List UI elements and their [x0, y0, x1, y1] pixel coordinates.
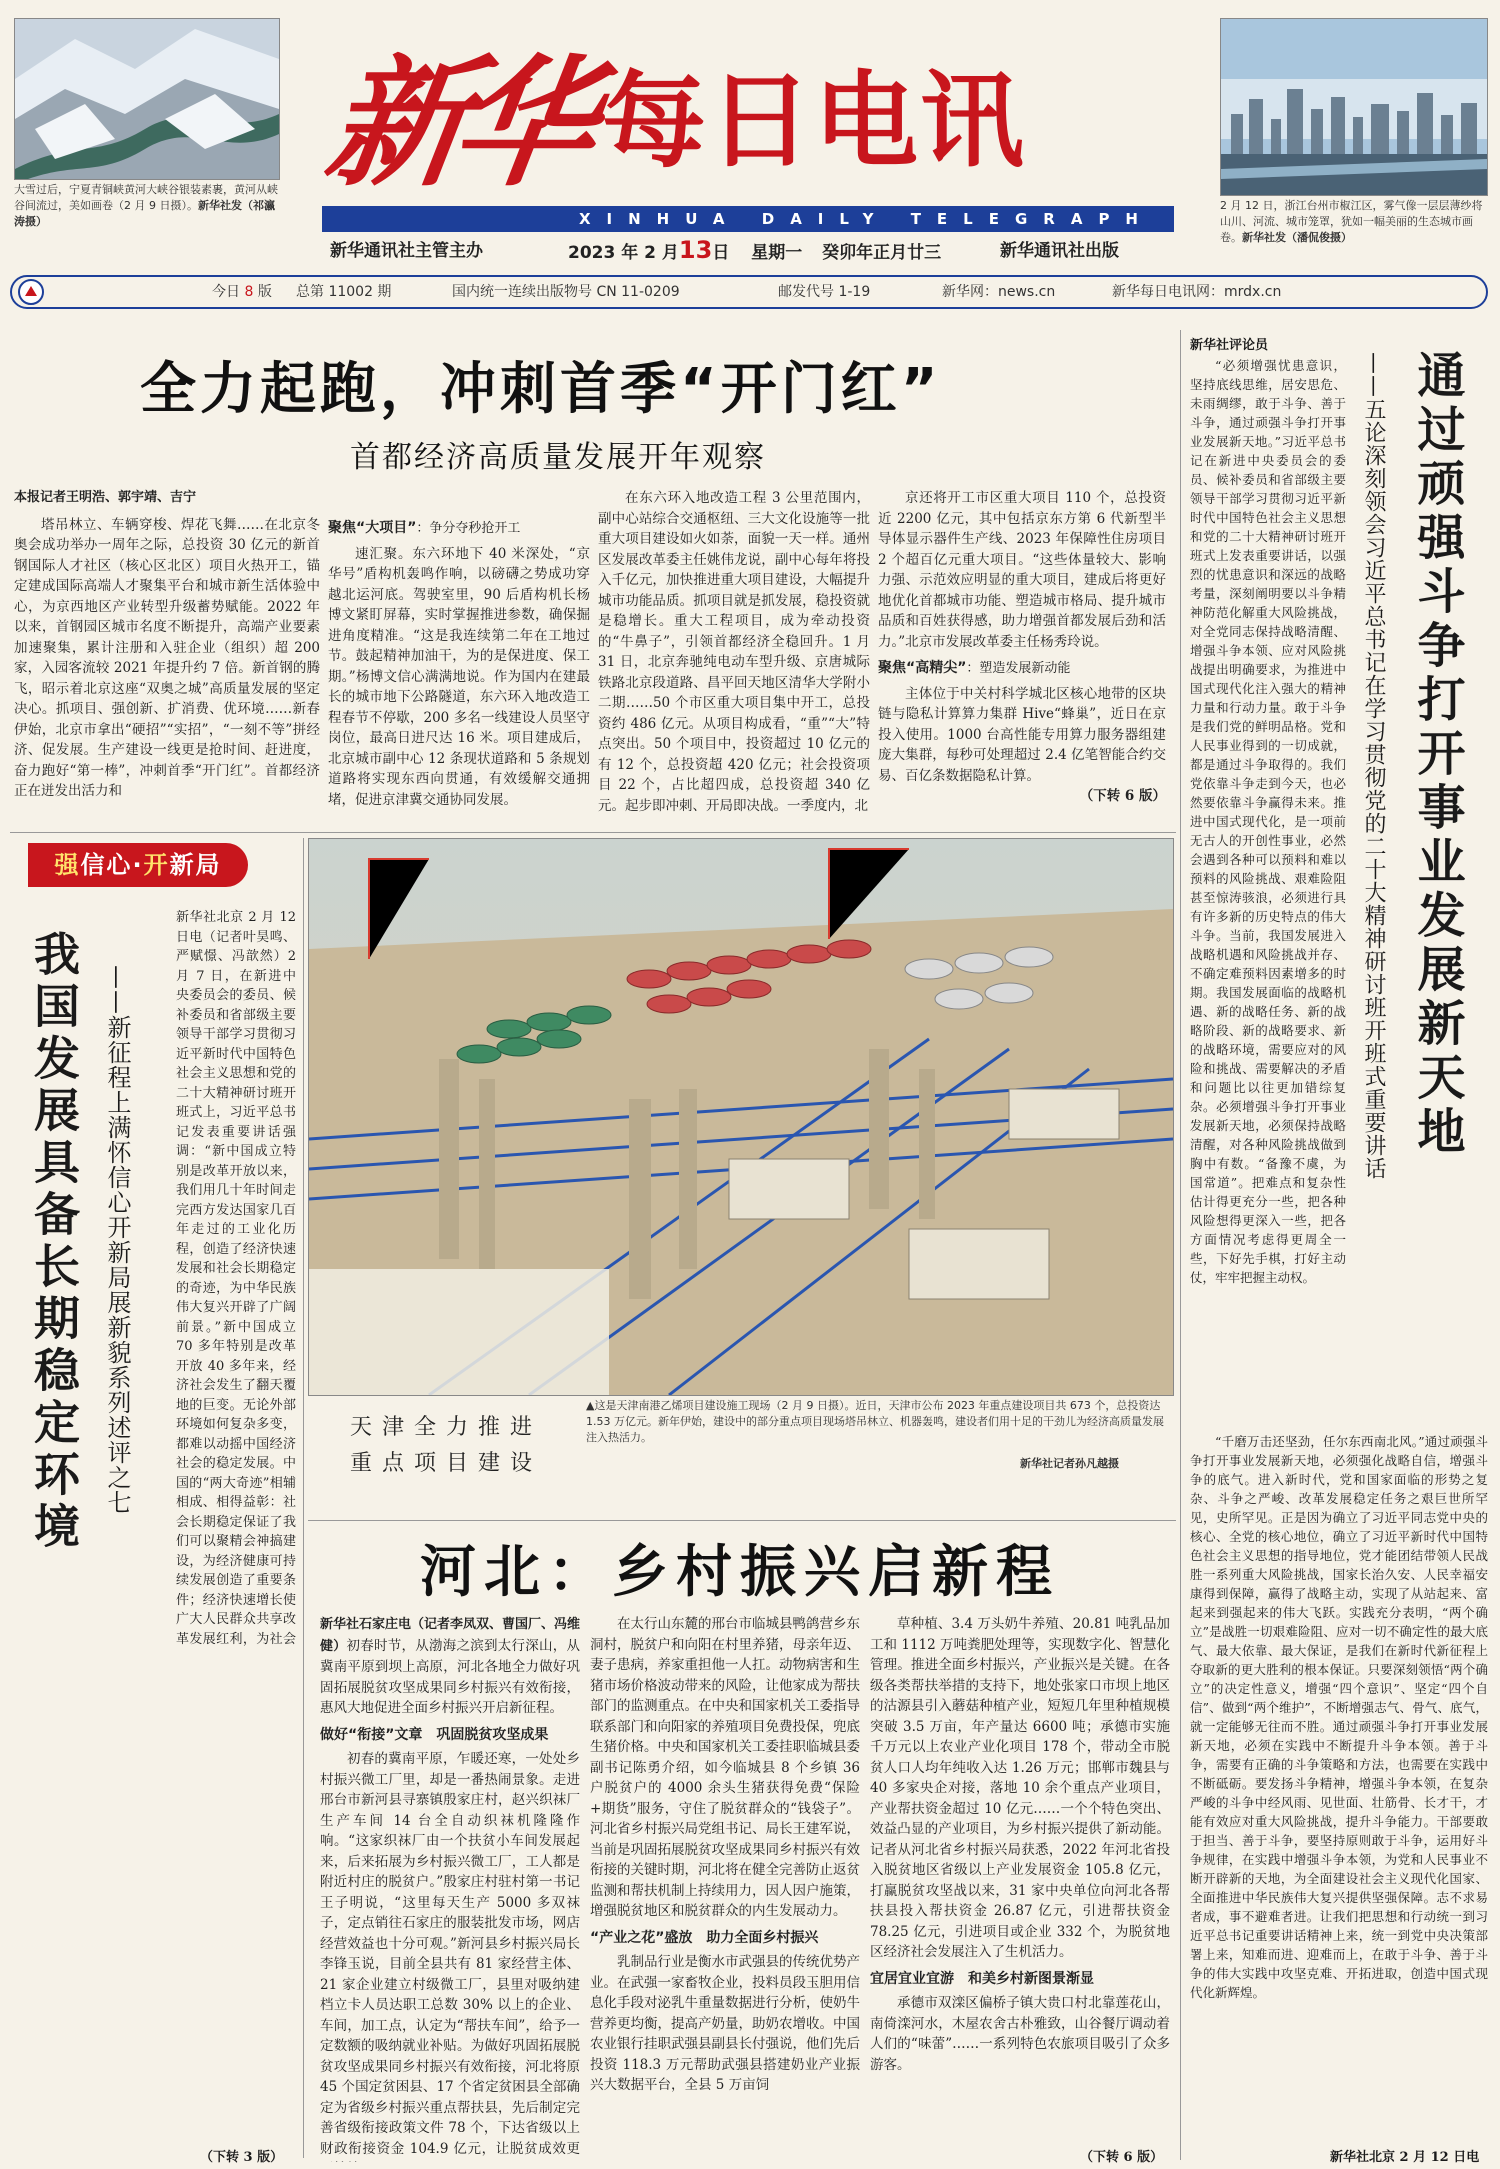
lead-subhead-projects-sub: ：争分夺秒抢开工: [416, 521, 521, 536]
feature-tag-confidence: [28, 843, 248, 887]
tag-text-2: 信心: [80, 851, 133, 879]
tag-dot: ·: [132, 851, 144, 879]
hebei-subhead-2: “产业之花”盛放 助力全面乡村振兴: [590, 1929, 819, 1946]
overlay-line-1: 天津全力推进: [350, 1415, 543, 1440]
tag-text-4: 新局: [169, 851, 222, 879]
lead-column-3: [598, 488, 870, 826]
main-photo-caption: [586, 1398, 1170, 1446]
date-weekday: 星期一: [751, 243, 803, 263]
commentary-lower-text: “千磨万击还坚劲，任尔东西南北风。”通过顽强斗争打开事业发展新天地，必须强化战略自信，增强斗争的底气。进入新时代，党和国家面临的形势之复杂、斗争之严峻、改革发展稳定任务之艰巨世所罕见，史所罕见。正是因为确立了习近平同志党中央的核心、全党的核心地位，确立了习近平新时代中国特色社会主义思想的指导地位，党才能团结带领人民战胜一系列重大风险挑战，国家长治久安、人民幸福安康得到保障，赢得了战略主动，实现了从站起来、富起来到强起来的伟大飞跃。实践充分表明，“两个确立”是战胜一切艰难险阻、应对一切不确定性的最大底气、最大依靠、最大保证，是我们在新时代新征程上夺取新的更大胜利的根本保证。只要深刻领悟“两个确立”的决定性意义，增强“四个意识”、坚定“四个自信”、做到“两个维护”，不断增强志气、骨气、底气，就一定能够无往而不胜。通过顽强斗争打开事业发展新天地，必须在实践中不断提升斗争本领。善于斗争，需要有正确的斗争策略和方法，也需要在实践中不断砥砺。要发扬斗争精神，增强斗争本领，在复杂严峻的斗争中经风雨、见世面、壮筋骨、长才干，才能有效应对重大风险挑战，提升斗争能力。干部要敢于担当、善于斗争，要坚持原则敢于斗争，运用好斗争规律，在实践中增强斗争本领，为党和人民事业不断开辟新的天地，为全面建设社会主义现代化国家、全面推进中华民族伟大复兴提供坚强保障。志不求易者成，事不避难者进。让我们把思想和行动统一到习近平总书记重要讲话精神上来，统一到党中央决策部署上来，知难而进、迎难而上，在敢于斗争、善于斗争的伟大实践中攻坚克难、开拓进取，创造中国式现代化新辉煌。: [1190, 1434, 1488, 2000]
divider-left: [303, 838, 304, 2158]
lead-byline: 本报记者王明浩、郭宇靖、吉宁: [14, 490, 197, 505]
lead-subhead-projects-main: 聚焦“大项目”: [328, 520, 417, 536]
left-photo-credit: 新华社发（祁瀛涛摄）: [14, 199, 275, 228]
cn-number: 国内统一连续出版物号 CN 11-0209: [452, 284, 680, 300]
today-label: 今日: [212, 284, 240, 300]
series-body-text: 新华社北京 2 月 12 日电（记者叶昊鸣、严赋憬、冯歆然）2 月 7 日，在新进中央委员会的委员、候补委员和省部级主要领导干部学习贯彻习近平新时代中国特色社会主义思想和党的二十大精神研讨班开班式上，习近平总书记发表重要讲话强调：“新中国成立特别是改革开放以来，我们用几十年时间走完西方发达国家几百年走过的工业化历程，创造了经济快速发展和社会长期稳定的奇迹，为中华民族伟大复兴开辟了广阔前景。”新中国成立 70 多年特别是改革开放 40 多年来，经济社会发生了翻天覆地的巨变。无论外部环境如何复杂多变，都难以动摇中国经济社会的稳定发展。中国的“两大奇迹”相辅相成、相得益彰：社会长期稳定保证了我们可以聚精会神搞建设，为经济健康可持续发展创造了重要条件；经济快速增长使广大人民群众共享改革发展红利，为社会: [176, 910, 296, 1646]
overlay-line-2: 重点项目建设: [350, 1451, 543, 1476]
commentary-headline: 通过顽强斗争打开事业发展新天地: [1409, 350, 1465, 1160]
site-link-news[interactable]: 新华网：news.cn: [942, 284, 1056, 300]
lead-subhead-hightech: [878, 658, 1166, 680]
issue-info-bar: [10, 275, 1488, 309]
main-photo-credit: 新华社记者孙凡越摄: [1020, 1457, 1119, 1470]
right-photo-credit: 新华社发（潘侃俊摄）: [1242, 231, 1352, 244]
hebei-subhead-3: 宜居宜业宜游 和美乡村新图景渐显: [870, 1970, 1094, 1987]
today-pages-unit: 版: [257, 284, 272, 300]
date-lunar: 癸卯年正月廿三: [822, 243, 942, 263]
date-suffix: 日: [712, 243, 730, 263]
commentary-dateline: 新华社北京 2 月 12 日电: [1330, 2146, 1479, 2165]
hebei-subhead-1: 做好“衔接”文章 巩固脱贫攻坚成果: [320, 1726, 549, 1743]
commentary-upper-text: “必须增强忧患意识，坚持底线思维，居安思危、未雨绸缪，敢于斗争、善于斗争，通过顽强斗争打开事业发展新天地。”习近平总书记在新进中央委员会的委员、候补委员和省部级主要领导干部学习贯彻习近平新时代中国特色社会主义思想和党的二十大精神研讨班开班式上发表重要讲话，以强烈的忧患意识和深远的战略考量，深刻阐明要以斗争精神防范化解重大风险挑战，对全党同志保持战略清醒、增强斗争本领、应对风险挑战提出明确要求，为推进中国式现代化注入强大的精神力量和行动力量。敢于斗争是我们党的鲜明品格。党和人民事业得到的一切成就，都是通过斗争取得的。我们党依靠斗争走到今天，也必然要依靠斗争赢得未来。推进中国式现代化，是一项前无古人的开创性事业，必然会遇到各种可以预料和难以预料的风险挑战、艰难险阻甚至惊涛骇浪，必须进行具有许多新的历史特点的伟大斗争。当前，我国发展进入战略机遇和风险挑战并存、不确定难预料因素增多的时期。我国发展面临的战略机遇、新的战略任务、新的战略阶段、新的战略要求、新的战略环境，需要应对的风险和挑战、需要解决的矛盾和问题比以往更加错综复杂。必须增强斗争打开事业发展新天地，必须保持战略清醒，对各种风险挑战做到胸中有数。“备豫不虞，为国常道”。把难点和复杂性估计得更充分一些，把各种风险想得更深入一些，把各方面情况考虑得更周全一些，下好先手棋，打好主动仗，牢牢把握主动权。: [1190, 358, 1346, 1285]
masthead-date: [568, 236, 941, 264]
hebei-col3b-text: 承德市双滦区偏桥子镇大贵口村北靠莲花山，南倚滦河水，木屋农舍古朴雅致，山谷餐厅调动着人们的“味蕾”……一系列特色农旅项目吸引了众多游客。: [870, 1995, 1170, 2073]
hebei-col2-text: 在太行山东麓的邢台市临城县鸭鸽营乡东洞村，脱贫户和向阳在村里养猪，母亲年迈、妻子患病，养家重担他一人扛。动物病害和生猪市场价格波动带来的风险，让他家成为帮扶部门的监测重点。在中央和国家机关工委指导联系部门和向阳家的养殖项目免费投保，兜底生猪价格。中央和国家机关工委挂职临城县委副书记陈勇介绍，如今临城县 8 个乡镇 36 户脱贫户的 4000 余头生猪获得免费“保险+期货”服务，守住了脱贫群众的“钱袋子”。河北省乡村振兴局党组书记、局长王建军说，当前是巩固拓展脱贫攻坚成果同乡村振兴有效衔接的关键时期，河北将在健全完善防止返贫监测和帮扶机制上持续用力，因人因户施策，增强脱贫地区和脱贫群众的内生发展动力。: [590, 1616, 860, 1919]
main-photo-caption-text: ▲这是天津南港乙烯项目建设施工现场（2 月 9 日摄）。近日，天津市公布 2023 年重点建设项目共 673 个，总投资达 1.53 万亿元。新年伊始，建设中的部分重点项目现场塔吊林立、机器轰鸣，建设者们用十足的干劲儿为经济高质量发展注入热活力。: [586, 1399, 1164, 1444]
commentary-subheadline: ——五论深刻领会习近平总书记在学习贯彻党的二十大精神研讨班开班式重要讲话: [1361, 352, 1386, 1180]
lead-subheadline: 首都经济高质量发展开年观察: [350, 440, 766, 475]
right-photo-caption-text: 2 月 12 日，浙江台州市椒江区，雾气像一层层薄纱将山川、河流、城市笼罩，犹如一幅美丽的生态城市画卷。: [1220, 199, 1483, 244]
lead-subhead-hightech-sub: ：塑造发展新动能: [966, 661, 1071, 676]
masthead-publisher: 新华通讯社出版: [1000, 241, 1119, 261]
series-subheadline: ——新征程上满怀信心开新局展新貌系列述评之七: [103, 965, 131, 1515]
main-photo: [308, 838, 1174, 1396]
divider-right: [1180, 330, 1181, 2160]
masthead-logo: [316, 22, 1027, 206]
commentary-label: 新华社评论员: [1190, 338, 1269, 353]
series-continued: （下转 3 版）: [200, 2146, 283, 2165]
lead-subhead-hightech-main: 聚焦“高精尖”: [878, 660, 967, 676]
right-photo-caption: [1220, 198, 1486, 246]
date-prefix: 2023 年 2 月: [568, 243, 679, 263]
post-code: 邮发代号 1-19: [778, 284, 871, 300]
hebei-continued: （下转 6 版）: [1080, 2150, 1164, 2165]
hebei-column-3: [870, 1614, 1170, 2144]
hebei-column-2: [590, 1614, 860, 2162]
tag-char-1: 强: [54, 851, 81, 879]
snowy-canyon-photo: [15, 19, 279, 179]
commentary-lower: [1190, 1432, 1488, 2138]
masthead-xinhua: 新华: [316, 41, 592, 206]
hebei-column-1: [320, 1614, 580, 2162]
right-masthead-photo: [1220, 18, 1488, 196]
main-photo-overlay-title: [350, 1410, 542, 1482]
commentary-upper: [1190, 356, 1346, 1436]
today-pages: [212, 277, 272, 307]
lead-col3-text: 在东六环入地改造工程 3 公里范围内，副中心站综合交通枢纽、三大文化设施等一批重大项目建设如火如荼，面貌一天一样。通州区发展改革委主任姚伟龙说，副中心每年将投入千亿元，加快推进重大项目建设，大幅提升城市功能品质。抓项目就是抓发展，稳投资就是稳增长。重大工程项目，成为牵动投资的“牛鼻子”，引领首都经济全稳回升。1 月 31 日，北京奔驰纯电动车型升级、京唐城际铁路北京段道路、昌平回天地区清华大学附小二期……50 个市区重大项目集中开工，总投资约 486 亿元。从项目构成看，“重”“大”特点突出。50 个项目中，投资超过 10 亿元的有 12 个，总投资超 420 亿元；社会投资项目 22 个，占比超四成，总投资超 340 亿元。起步即冲刺、开局即决战。一季度内，北: [598, 490, 870, 814]
hebei-headline: 河北：乡村振兴启新程: [420, 1540, 1060, 1605]
lead-col4b-text: 主体位于中关村科学城北区核心地带的区块链与隐私计算算力集群 Hive“蜂巢”，近日在京投入使用。1000 台高性能专用算力服务器组建庞大集群，每秒可处理超过 2.4 亿笔智能合约交易、百亿条数据隐私计算。: [878, 685, 1166, 784]
hebei-col3-text: 草种植、3.4 万头奶牛养殖、20.81 吨乳品加工和 1112 万吨粪肥处理等，实现数字化、智慧化管理。推进全面乡村振兴，产业振兴是关键。在各级各类帮扶举措的支持下，地处张家口市坝上地区的沽源县引入蘑菇种植产业，短短几年里种植规模突破 3.5 万亩，年产量达 6600 吨；承德市实施千万元以上农业产业化项目 178 个，带动全市脱贫人口人均年纯收入达 1.26 万元；邯郸市魏县与 40 多家央企对接，落地 10 余个重点产业项目，产业帮扶资金超过 10 亿元……一个个特色突出、效益凸显的产业项目，为乡村振兴提供了新动能。记者从河北省乡村振兴局获悉，2022 年河北省投入脱贫地区省级以上产业发展资金 105.8 亿元，打赢脱贫攻坚战以来，31 家中央单位向河北各帮扶县投入帮扶资金 26.87 亿元，引进帮扶资金 78.25 亿元，引进项目或企业 332 个，为脱贫地区经济社会发展注入了生机活力。: [870, 1616, 1170, 1960]
lead-continued: （下转 6 版）: [1079, 788, 1166, 804]
xinhua-emblem-icon: [18, 279, 44, 305]
divider-hebei-top: [308, 1520, 1176, 1521]
lead-column-2: [328, 488, 590, 826]
tag-char-3: 开: [143, 851, 170, 879]
masthead-sponsor: 新华通讯社主管主办: [330, 241, 483, 261]
date-day: 13: [678, 236, 713, 264]
lead-headline: 全力起跑，冲刺首季“开门红”: [140, 357, 942, 422]
series-body-lower: [14, 1652, 300, 2162]
masthead-daily-telegraph: 每日电讯: [602, 60, 1027, 182]
hebei-byline: 新华社石家庄电（记者李凤双、曹国厂、冯维健）: [320, 1617, 580, 1654]
tianjin-construction-photo: [309, 839, 1173, 1395]
hebei-col2b-text: 乳制品行业是衡水市武强县的传统优势产业。在武强一家畜牧企业，投料员段玉胆用信息化手段对泌乳牛重量数据进行分析，使奶牛营养更均衡，提高产奶量，助奶农增收。中国农业银行挂职武强县副县长付强说，他们先后投资 118.3 万元帮助武强县搭建奶业产业振兴大数据平台，全县 5 万亩饲: [590, 1954, 860, 2093]
lead-col4-text: 京还将开工市区重大项目 110 个，总投资近 2200 亿元，其中包括京东方第 6 代新型半导体显示器件生产线、2023 年保障性住房项目 2 个超百亿元重大项目。“这些体量较大、影响力强、示范效应明显的重大项目，建成后将更好地优化首都城市功能、塑造城市格局、提升城市品质和百姓获得感，助力增强首都发展后劲和活力。”北京市发展改革委主任杨秀玲说。: [878, 490, 1166, 650]
foggy-city-photo: [1221, 19, 1487, 195]
lead-column-4: [878, 488, 1166, 826]
today-pages-count: 8: [244, 284, 254, 300]
left-photo-caption-text: 大雪过后，宁夏青铜峡黄河大峡谷银装素裹，黄河从峡谷间流过，美如画卷（2 月 9 日摄）。: [14, 183, 278, 212]
site-link-mrdx[interactable]: 新华每日电讯网：mrdx.cn: [1112, 284, 1282, 300]
series-body: [176, 908, 296, 1646]
lead-col2-text: 速汇聚。东六环地下 40 米深处，“京华号”盾构机轰鸣作响，以磅礴之势成功穿越北运河底。驾驶室里，90 后盾构机长杨博文紧盯屏幕，实时掌握推进参数，确保掘进角度精准。“这是我连续第二年在工地过节。鼓起精神加油干，为的是保进度、保工期。”杨博文信心满满地说。作为国内在建最长的城市地下公路隧道，东六环入地改造工程春节不停歇，200 多名一线建设人员坚守岗位，最高日进尺达 16 米。项目建成后，北京城市副中心 12 条现状道路和 5 条规划道路将实现东西向贯通，有效缓解交通拥堵，促进京津冀交通协同发展。: [328, 545, 590, 808]
lead-col1-text: 塔吊林立、车辆穿梭、焊花飞舞……在北京冬奥会成功举办一周年之际，总投资 30 亿元的新首钢国际人才社区（核心区北区）项目火热开工，锚定建成国际高端人才聚集平台和城市新生活体验中心，为京西地区产业转型升级蓄势赋能。2022 年以来，首钢园区城市名度不断提升，高端产业要素加速聚集，累计注册和入驻企业（组织）超 200 家，入园客流较 2021 年提升约 7 倍。新首钢的腾飞，昭示着北京这座“双奥之城”高质量发展的坚定决心。抓项目、强创新、扩消费、优环境……新春伊始，北京市拿出“硬招”“实招”，“一刻不等”拼经济、促发展。生产建设一线更是抢时间、赶进度，奋力跑好“第一棒”，冲刺首季“开门红”。首都经济正在迸发出活力和: [14, 516, 320, 799]
left-photo-caption: [14, 182, 278, 230]
series-headline: 我国发展具备长期稳定环境: [27, 930, 81, 1554]
issue-number: 总第 11002 期: [296, 284, 392, 300]
left-masthead-photo: [14, 18, 280, 180]
lead-subhead-projects: [328, 518, 590, 540]
hebei-col1b-text: 初春的冀南平原，乍暖还寒，一处处乡村振兴微工厂里，却是一番热闹景象。走进邢台市新河县寻寨镇殷家庄村，赵兴织袜厂生产车间 14 台全自动织袜机隆隆作响。“这家织袜厂由一个扶贫小车间发展起来，后来拓展为乡村振兴微工厂，工人都是附近村庄的脱贫户。”殷家庄村驻村第一书记王子明说，“这里每天生产 5000 多双袜子，定点销往石家庄的服装批发市场，网店经营效益也十分可观。”新河县乡村振兴局长李锋玉说，目前全县共有 81 家经营主体、21 家企业建立村级微工厂，县里对吸纳建档立卡人员达职工总数 30% 以上的企业、车间，加工点，认定为“帮扶车间”，给予一定数额的吸纳就业补贴。为做好巩固拓展脱贫攻坚成果同乡村振兴有效衔接，河北将原 45 个国定贫困县、17 个省定贫困县全部确定为省级乡村振兴重点帮扶县，先后制定完善省级衔接政策文件 78 个，下达省级以上财政衔接资金 104.9 亿元，让脱贫成效更: [320, 1751, 580, 2157]
divider-lead-bottom: [10, 832, 1176, 833]
lead-column-1: [14, 488, 320, 826]
masthead-english-bar: XINHUA DAILY TELEGRAPH: [322, 206, 1174, 232]
hebei-col1-text: 初春时节，从渤海之滨到太行深山，从冀南平原到坝上高原，河北各地全力做好巩固拓展脱贫攻坚成果同乡村振兴有效衔接，惠风大地促进全面乡村振兴开启新征程。: [320, 1637, 580, 1716]
